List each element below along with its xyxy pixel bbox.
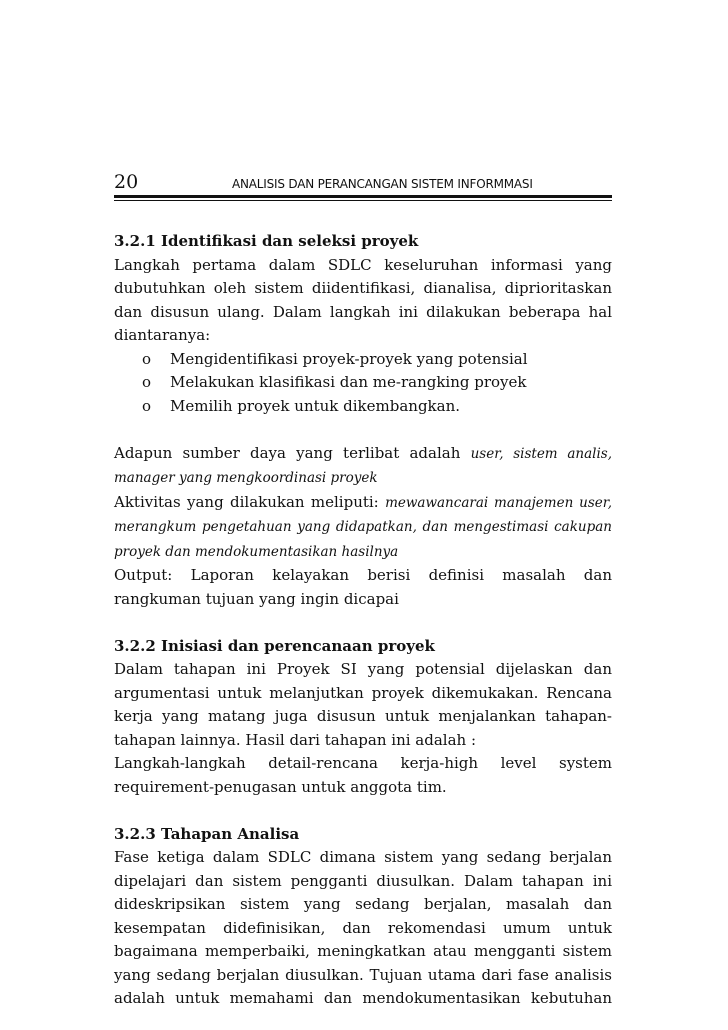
page-body bbox=[114, 230, 612, 1011]
running-title: ANALISIS DAN PERANCANGAN SISTEM INFORMMASI bbox=[232, 177, 533, 191]
list-item-text: Memilih proyek untuk dikembangkan. bbox=[170, 396, 461, 415]
bullet-list bbox=[114, 348, 612, 419]
bullet-marker: o bbox=[142, 396, 152, 415]
activities-prefix: Aktivitas yang dilakukan meliputi: bbox=[114, 492, 386, 511]
section-2-body: Dalam tahapan ini Proyek SI yang potensial dijelaskan dan argumentasi untuk melanjutkan proyek dikemukakan. Rencana kerja yang matang juga disusun untuk menjalankan tahapan-tahapan lainnya. Hasil dari tahapan ini adalah : bbox=[114, 660, 612, 749]
section-heading-3-2-1: 3.2.1 Identifikasi dan seleksi proyek bbox=[114, 232, 419, 250]
resources-italic: user, sistem analis, manager yang mengkoordinasi proyek bbox=[114, 445, 612, 486]
header-rule-thick bbox=[114, 195, 612, 198]
section-3-body: Fase ketiga dalam SDLC dimana sistem yang sedang berjalan dipelajari dan sistem pengganti diusulkan. Dalam tahapan ini dideskripsikan sistem yang sedang berjalan, masalah dan kesempatan didefinisikan, dan rekomendasi umum untuk bagaimana memperbaiki, meningkatkan atau mengganti sistem yang sedang berjalan diusulkan. Tujuan utama dari fase analisis adalah untuk memahami dan mendokumentasikan kebutuhan bbox=[114, 848, 612, 1007]
list-item bbox=[142, 348, 612, 372]
activities-italic: mewawancarai manajemen user, merangkum pengetahuan yang didapatkan, dan mengestimasi cakupan proyek dan mendokumentasikan hasilnya bbox=[114, 494, 612, 560]
spacer bbox=[114, 799, 612, 823]
spacer bbox=[114, 611, 612, 635]
list-item bbox=[142, 395, 612, 419]
output-paragraph: Output: Laporan kelayakan berisi definisi masalah dan rangkuman tujuan yang ingin dicapai bbox=[114, 566, 612, 608]
list-item-text: Mengidentifikasi proyek-proyek yang potensial bbox=[170, 349, 528, 368]
spacer bbox=[114, 418, 612, 442]
list-item-text: Melakukan klasifikasi dan me-rangking proyek bbox=[170, 373, 527, 391]
section-heading-3-2-2: 3.2.2 Inisiasi dan perencanaan proyek bbox=[114, 636, 435, 655]
resources-prefix: Adapun sumber daya yang terlibat adalah bbox=[114, 443, 471, 462]
section-2-result: Langkah-langkah detail-rencana kerja-high level system requirement-penugasan untuk anggota tim. bbox=[114, 754, 612, 796]
bullet-marker: o bbox=[142, 349, 152, 368]
section-1-intro: Langkah pertama dalam SDLC keseluruhan informasi yang dubutuhkan oleh sistem diidentifikasi, dianalisa, diprioritaskan dan disusun ulang. Dalam langkah ini dilakukan beberapa hal diantaranya: bbox=[114, 255, 612, 344]
resources-paragraph bbox=[114, 442, 612, 491]
page-number: 20 bbox=[114, 171, 139, 193]
page-header bbox=[114, 170, 612, 210]
activities-paragraph bbox=[114, 491, 612, 565]
bullet-marker: o bbox=[142, 373, 152, 391]
header-rule-thin bbox=[114, 200, 612, 201]
list-item bbox=[142, 371, 612, 395]
section-heading-3-2-3: 3.2.3 Tahapan Analisa bbox=[114, 824, 300, 843]
